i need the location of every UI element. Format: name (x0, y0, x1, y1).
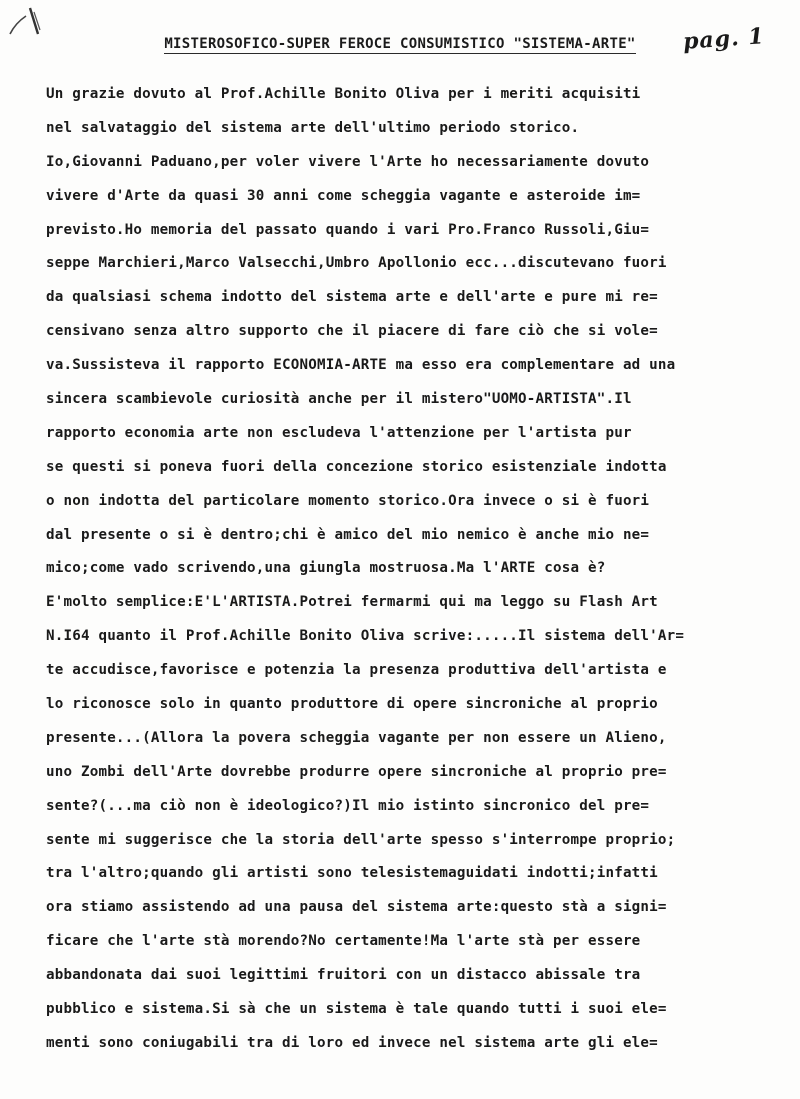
text-line: N.I64 quanto il Prof.Achille Bonito Oliva scrive:.....Il sistema dell'Ar= (46, 628, 685, 645)
text-line: vivere d'Arte da quasi 30 anni come scheggia vagante e asteroide im= (46, 187, 641, 204)
document-title-text: MISTEROSOFICO-SUPER FEROCE CONSUMISTICO "SISTEMA-ARTE" (164, 36, 636, 52)
text-line: pubblico e sistema.Si sà che un sistema è tale quando tutti i suoi ele= (46, 1001, 667, 1018)
text-line: uno Zombi dell'Arte dovrebbe produrre opere sincroniche al proprio pre= (46, 763, 667, 780)
body-text (46, 78, 766, 1061)
text-line: va.Sussisteva il rapporto ECONOMIA-ARTE ma esso era complementare ad una (46, 357, 676, 374)
text-line: tra l'altro;quando gli artisti sono telesistemaguidati indotti;infatti (46, 865, 658, 882)
text-line: abbandonata dai suoi legittimi fruitori con un distacco abissale tra (46, 967, 641, 984)
text-line: Un grazie dovuto al Prof.Achille Bonito Oliva per i meriti acquisiti (46, 86, 641, 102)
text-line: da qualsiasi schema indotto del sistema arte e dell'arte e pure mi re= (46, 289, 658, 306)
text-line: ficare che l'arte stà morendo?No certamente!Ma l'arte stà per essere (46, 933, 641, 950)
text-line: se questi si poneva fuori della concezione storico esistenziale indotta (46, 458, 667, 475)
text-line: sente mi suggerisce che la storia dell'arte spesso s'interrompe proprio; (46, 831, 676, 848)
text-line: ora stiamo assistendo ad una pausa del sistema arte:questo stà a signi= (46, 899, 667, 916)
text-line: rapporto economia arte non escludeva l'attenzione per l'artista pur (46, 424, 632, 441)
handwritten-page-number: pag. 1 (682, 23, 766, 55)
document-title (0, 36, 800, 52)
text-line: previsto.Ho memoria del passato quando i vari Pro.Franco Russoli,Giu= (46, 221, 650, 238)
text-line: Io,Giovanni Paduano,per voler vivere l'Arte ho necessariamente dovuto (46, 153, 650, 170)
text-line: seppe Marchieri,Marco Valsecchi,Umbro Apollonio ecc...discutevano fuori (46, 255, 667, 272)
text-line: sente?(...ma ciò non è ideologico?)Il mio istinto sincronico del pre= (46, 797, 650, 814)
text-line: o non indotta del particolare momento storico.Ora invece o si è fuori (46, 492, 650, 509)
text-line: nel salvataggio del sistema arte dell'ultimo periodo storico. (46, 119, 580, 136)
text-line: presente...(Allora la povera scheggia vagante per non essere un Alieno, (46, 729, 667, 746)
text-line: menti sono coniugabili tra di loro ed invece nel sistema arte gli ele= (46, 1034, 658, 1051)
text-line: te accudisce,favorisce e potenzia la presenza produttiva dell'artista e (46, 662, 667, 679)
text-line: dal presente o si è dentro;chi è amico del mio nemico è anche mio ne= (46, 526, 650, 543)
text-line: mico;come vado scrivendo,una giungla mostruosa.Ma l'ARTE cosa è? (46, 560, 606, 577)
text-line: sincera scambievole curiosità anche per il mistero"UOMO-ARTISTA".Il (46, 391, 632, 408)
text-line: E'molto semplice:E'L'ARTISTA.Potrei fermarmi qui ma leggo su Flash Art (46, 594, 658, 611)
text-line: lo riconosce solo in quanto produttore di opere sincroniche al proprio (46, 696, 658, 713)
text-line: censivano senza altro supporto che il piacere di fare ciò che si vole= (46, 323, 658, 340)
